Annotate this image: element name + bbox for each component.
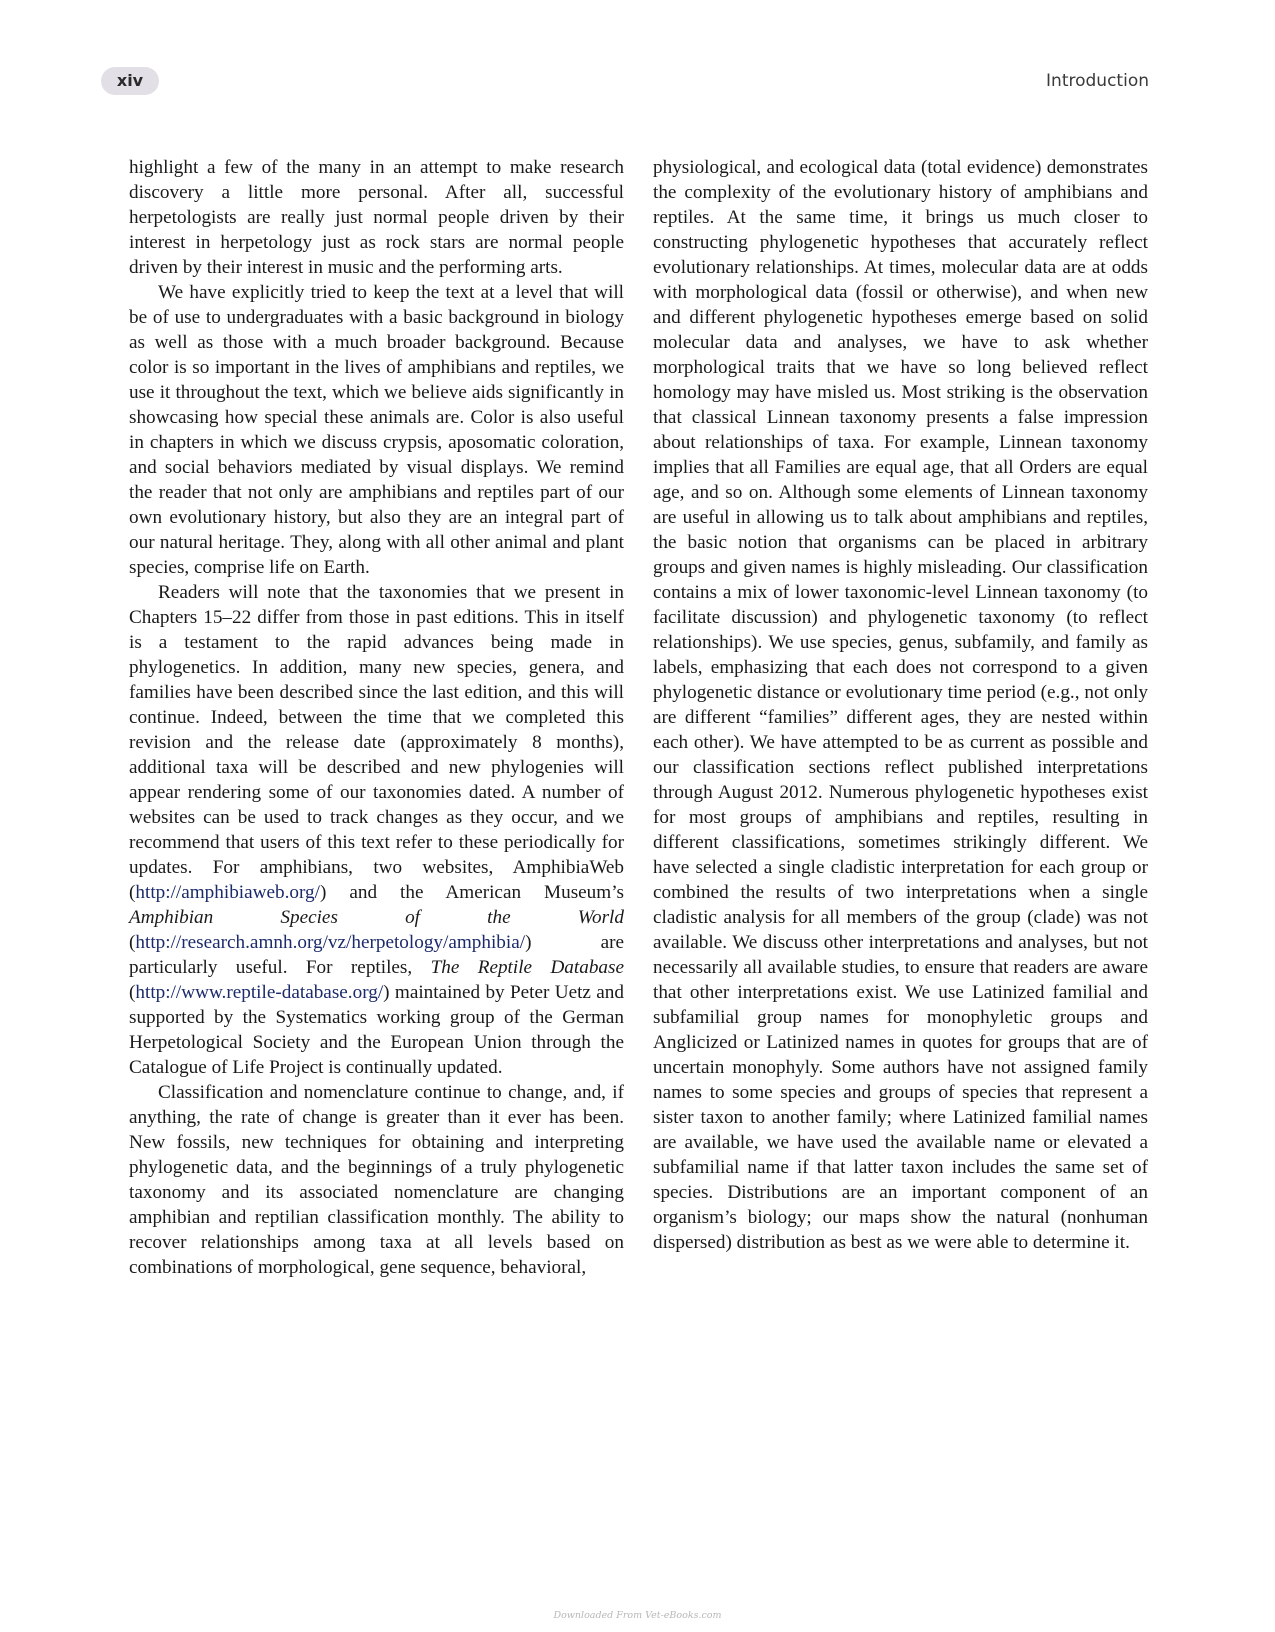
paragraph-text: ( (129, 932, 136, 953)
italic-title: The Reptile Database (430, 957, 624, 978)
reptile-database-link[interactable]: http://www.reptile-database.org/ (135, 982, 384, 1003)
paragraph: physiological, and ecological data (total evidence) demonstrates the complexity of the evolutionary history of amphibians and reptiles. At the same time, it brings us much closer to constructing phylogenetic hypotheses that accurately reflect evolutionary relationships. At times, molecular data are at odds with morphological data (fossil or otherwise), and when new and different phylogenetic hypotheses emerge based on solid molecular data and analyses, we have to ask whether morphological traits that we have so long believed reflect homology may have misled us. Most striking is the observation that classical Linnean taxonomy presents a false impression about relationships of taxa. For example, Linnean taxonomy implies that all Families are equal age, that all Orders are equal age, and so on. Although some elements of Linnean taxonomy are useful in allowing us to talk about amphibians and reptiles, the basic notion that organisms can be placed in arbitrary groups and given names is highly misleading. Our classification contains a mix of lower taxonomic-level Linnean taxonomy (to facilitate discussion) and phylogenetic taxonomy (to reflect relationships). We use species, genus, subfamily, and family as labels, emphasizing that each does not correspond to a given phylogenetic distance or evolutionary time period (e.g., not only are different “families” different ages, they are nested within each other). We have attempted to be as current as possible and our classification sections reflect published interpretations through August 2012. Numerous phylogenetic hypotheses exist for most groups of amphibians and reptiles, resulting in different classifications, sometimes strikingly different. We have selected a single cladistic interpretation for each group or combined the results of two interpretations when a single cladistic analysis for all members of the group (clade) was not available. We discuss other interpretations and analyses, but not necessarily all available studies, to ensure that readers are aware that other interpretations exist. We use Latinized familial and subfamilial group names for monophyletic groups and Anglicized or Latinized names in quotes for groups that are of uncertain monophyly. Some authors have not assigned family names to some species and groups of species that represent a sister taxon to another family; where Latinized familial names are available, we have used the available name or elevated a subfamilial name if that latter taxon includes the same set of species. Distributions are an important component of an organism’s biology; our maps show the natural (nonhuman dispersed) distribution as best as we were able to determine it. (653, 157, 1148, 1253)
download-credit: Downloaded From Vet-eBooks.com (553, 1610, 722, 1621)
amnh-link[interactable]: http://research.amnh.org/vz/herpetology/amphibia/ (135, 932, 526, 953)
paragraph-text: ) maintained by Peter Uetz and supported by the Systematics working group of the German Herpetological Society and the European Union through the Catalogue of Life Project is continually updated. (129, 982, 624, 1078)
paragraph-websites (129, 580, 624, 1080)
running-head: Introduction (1046, 71, 1149, 91)
left-column (129, 155, 624, 1280)
paragraph-text: Readers will note that the taxonomies that we present in Chapters 15–22 differ from those in past editions. This in itself is a testament to the rapid advances being made in phylogenetics. In addition, many new species, genera, and families have been described since the last edition, and this will continue. Indeed, between the time that we completed this revision and the release date (approximately 8 months), additional taxa will be described and new phylogenies will appear rendering some of our taxonomies dated. A number of websites can be used to track changes as they occur, and we recommend that users of this text refer to these periodically for updates. For amphibians, two websites, AmphibiaWeb ( (129, 582, 624, 903)
paragraph: highlight a few of the many in an attempt to make research discovery a little more personal. After all, successful herpetologists are really just normal people driven by their interest in herpetology just as rock stars are normal people driven by their interest in music and the performing arts. (129, 157, 624, 278)
paragraph: We have explicitly tried to keep the text at a level that will be of use to undergraduates with a basic background in biology as well as those with a much broader background. Because color is so important in the lives of amphibians and reptiles, we use it throughout the text, which we believe aids significantly in showcasing how special these animals are. Color is also useful in chapters in which we discuss crypsis, aposomatic coloration, and social behaviors mediated by visual displays. We remind the reader that not only are amphibians and reptiles part of our own evolutionary history, but also they are an integral part of our natural heritage. They, along with all other animal and plant species, comprise life on Earth. (129, 282, 624, 578)
amphibiaweb-link[interactable]: http://amphibiaweb.org/ (135, 882, 320, 903)
right-column (653, 155, 1148, 1255)
paragraph: Classification and nomenclature continue to change, and, if anything, the rate of change is greater than it ever has been. New fossils, new techniques for obtaining and interpreting phylogenetic data, and the beginnings of a truly phylogenetic taxonomy and its associated nomenclature are changing amphibian and reptilian classification monthly. The ability to recover relationships among taxa at all levels based on combinations of morphological, gene sequence, behavioral, (129, 1082, 624, 1278)
italic-title: Amphibian Species of the World (129, 907, 624, 928)
paragraph-text: ) and the American Museum’s (319, 882, 624, 903)
paragraph-text: ( (129, 982, 136, 1003)
paragraph-text: ) are particularly useful. For reptiles, (129, 932, 624, 978)
page-number-badge: xiv (101, 67, 159, 95)
